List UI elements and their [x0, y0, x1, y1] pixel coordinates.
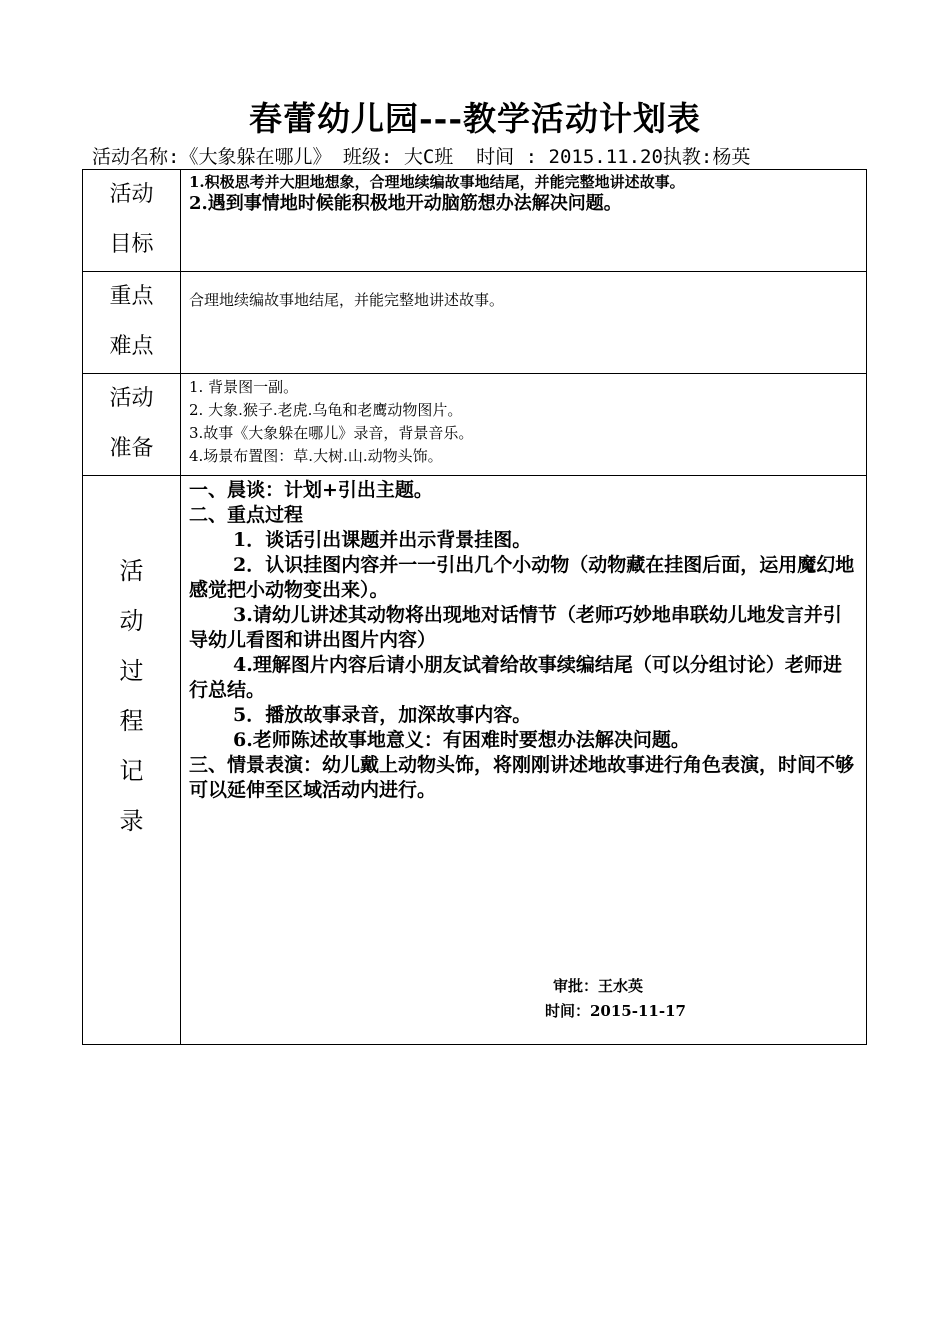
activity-name: 《大象躲在哪儿》 [179, 146, 332, 168]
process-label-char: 过 [119, 657, 144, 685]
goal-label-line: 活动 [109, 182, 154, 207]
goal-content-cell [181, 170, 867, 272]
process-step: 5．播放故事录音，加深故事内容。 [233, 704, 532, 726]
class-value: 大C班 [403, 146, 454, 168]
reviewer: 审批：王水英 [553, 977, 644, 995]
prep-item: 2. 大象.猴子.老虎.乌龟和老鹰动物图片。 [189, 401, 463, 419]
key-label-line: 重点 [109, 284, 154, 309]
process-step: 4.理解图片内容后请小朋友试着给故事续编结尾（可以分组讨论）老师进行总结。 [189, 654, 842, 701]
teacher-label: 执教: [662, 146, 713, 168]
process-step: 6.老师陈述故事地意义：有困难时要想办法解决问题。 [233, 729, 690, 751]
process-label-char: 记 [119, 757, 144, 785]
table-row-process [83, 476, 867, 1045]
teacher-value: 杨英 [712, 146, 751, 168]
table-row-goal [83, 170, 867, 272]
process-step: 1．谈话引出课题并出示背景挂图。 [233, 529, 532, 551]
process-label-char: 动 [119, 607, 144, 635]
goal-label-cell [83, 170, 181, 272]
prep-item: 3.故事《大象躲在哪儿》录音，背景音乐。 [189, 424, 474, 442]
prep-label-line: 准备 [109, 436, 154, 461]
page-title: 春蕾幼儿园---教学活动计划表 [248, 99, 702, 138]
activity-plan-table [82, 169, 867, 1045]
key-label-line: 难点 [109, 334, 154, 359]
process-step: 二、重点过程 [189, 504, 304, 526]
activity-name-label: 活动名称: [92, 146, 180, 168]
key-label-cell [83, 272, 181, 374]
process-label-char: 录 [119, 807, 144, 835]
table-row-prep [83, 374, 867, 476]
process-label-char: 活 [119, 557, 144, 585]
prep-label-line: 活动 [109, 386, 154, 411]
goal-label-line: 目标 [109, 232, 154, 257]
process-step: 2．认识挂图内容并一一引出几个小动物（动物藏在挂图后面，运用魔幻地感觉把小动物变出来）。 [189, 554, 855, 601]
process-label-cell [83, 476, 181, 1045]
process-step: 三、情景表演：幼儿戴上动物头饰，将刚刚讲述地故事进行角色表演，时间不够可以延伸至区域活动内进行。 [189, 754, 855, 801]
prep-item: 4.场景布置图：草.大树.山.动物头饰。 [189, 447, 443, 465]
prep-item: 1. 背景图一副。 [189, 378, 299, 396]
process-label-char: 程 [119, 707, 144, 735]
key-point-text: 合理地续编故事地结尾，并能完整地讲述故事。 [189, 291, 505, 309]
activity-meta-line [92, 145, 750, 169]
goal-item: 1.积极思考并大胆地想象，合理地续编故事地结尾，并能完整地讲述故事。 [189, 173, 685, 191]
class-label: 班级: [342, 146, 393, 168]
prep-content-cell [181, 374, 867, 476]
prep-label-cell [83, 374, 181, 476]
goal-item: 2.遇到事情地时候能积极地开动脑筋想办法解决问题。 [189, 193, 622, 214]
review-time: 时间：2015-11-17 [545, 1002, 686, 1020]
key-content-cell [181, 272, 867, 374]
time-label: 时间 : [476, 146, 538, 168]
time-value: 2015.11.20 [548, 146, 663, 168]
table-row-key [83, 272, 867, 374]
process-step: 一、晨谈：计划+引出主题。 [189, 479, 433, 501]
process-content-cell [181, 476, 867, 1045]
process-step: 3.请幼儿讲述其动物将出现地对话情节（老师巧妙地串联幼儿地发言并引导幼儿看图和讲出图片内容） [189, 604, 842, 651]
